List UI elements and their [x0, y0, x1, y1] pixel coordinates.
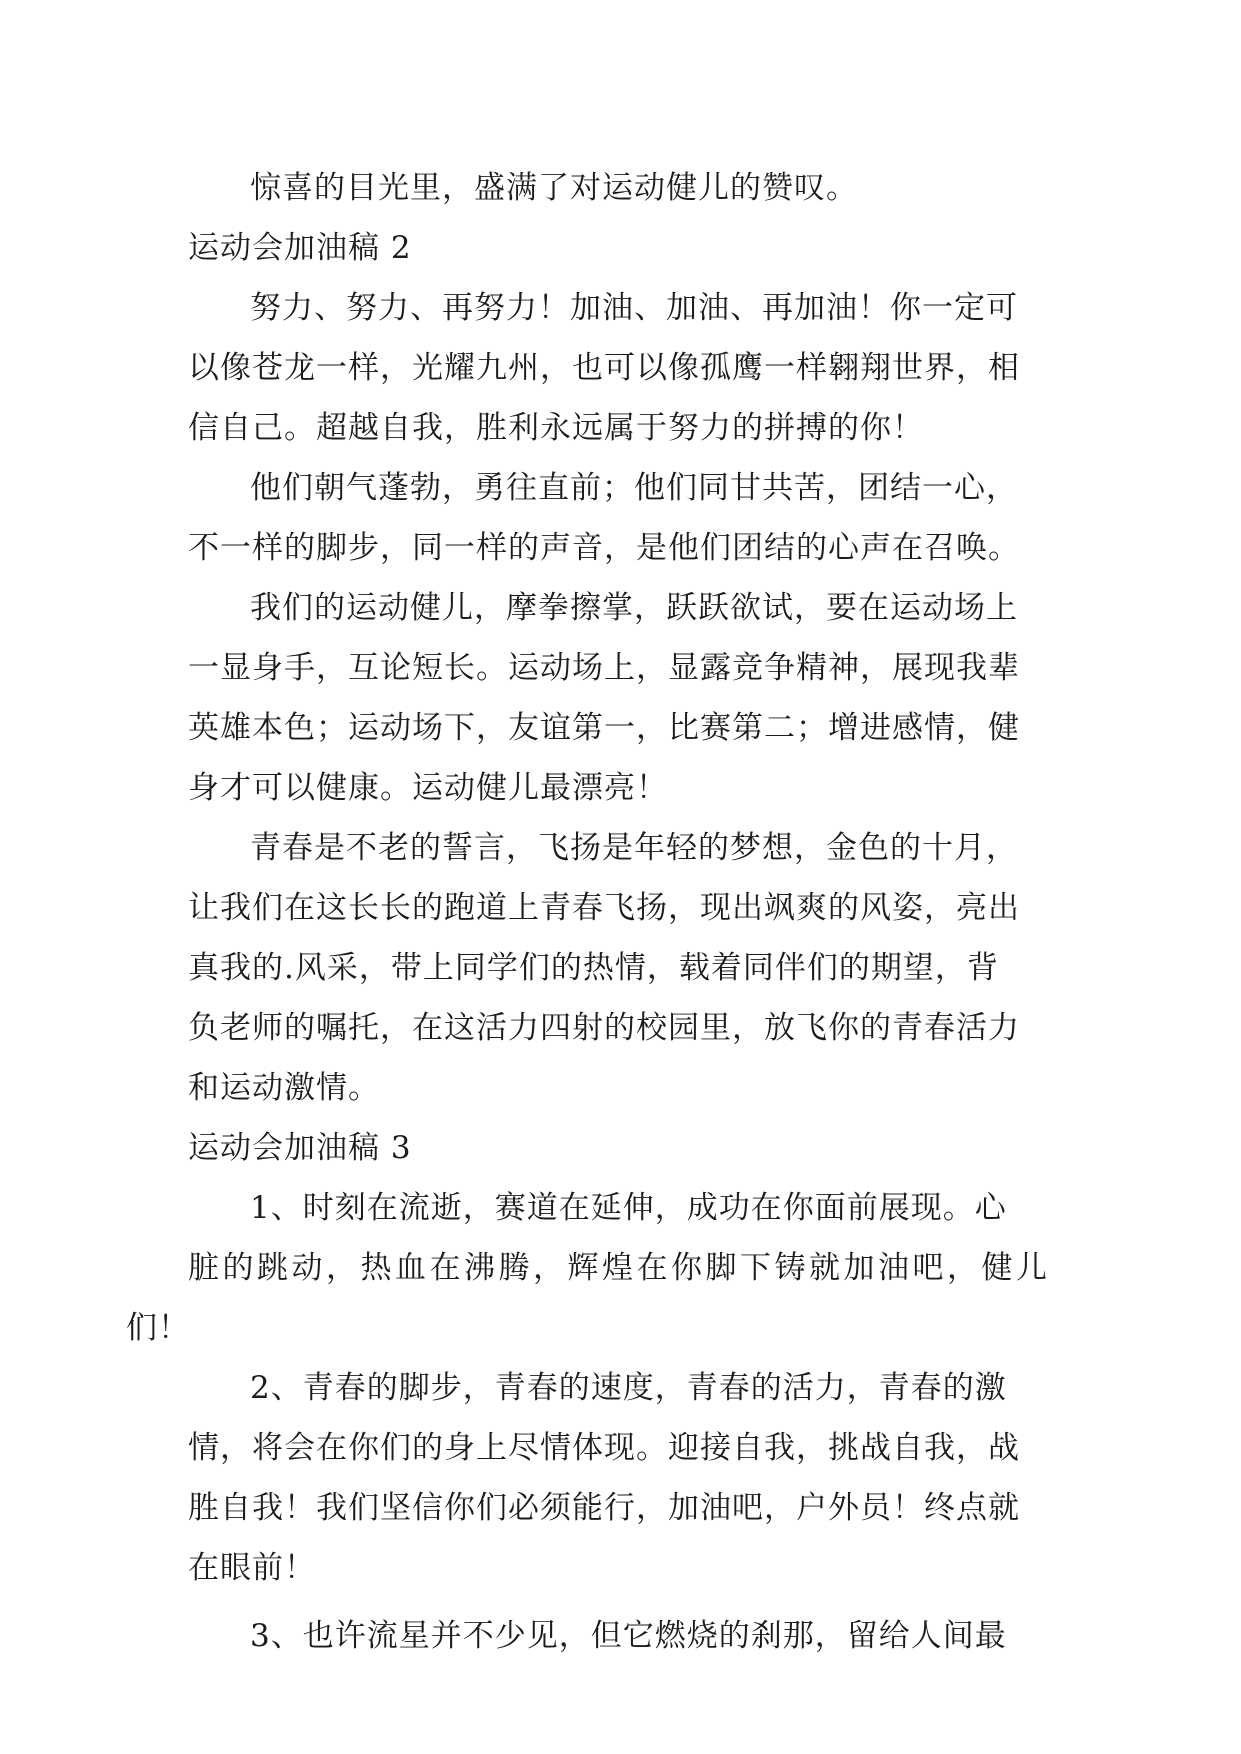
paragraph-5 [188, 818, 1048, 1118]
text-line: 在眼前！ [188, 1550, 316, 1586]
paragraph-1 [188, 158, 1048, 218]
text-line: 3、也许流星并不少见，但它燃烧的刹那，留给人间最 [250, 1618, 1007, 1654]
paragraph-3 [188, 458, 1048, 578]
text-line: 脏的跳动，热血在沸腾，辉煌在你脚下铸就加油吧，健儿们！ [126, 1250, 1048, 1346]
text-line: 信自己。超越自我，胜利永远属于努力的拼搏的你！ [188, 410, 924, 446]
text-line: 身才可以健康。运动健儿最漂亮！ [188, 770, 668, 806]
text-line: 我们的运动健儿，摩拳擦掌，跃跃欲试，要在运动场上 [250, 590, 1018, 626]
text-line: 以像苍龙一样，光耀九州，也可以像孤鹰一样翱翔世界，相 [188, 350, 1020, 386]
paragraph-7 [188, 1358, 1048, 1598]
text-line: 青春是不老的誓言，飞扬是年轻的梦想，金色的十月， [250, 830, 1018, 866]
document-body [126, 158, 1048, 1666]
text-line: 一显身手，互论短长。运动场上，显露竞争精神，展现我辈 [188, 650, 1020, 686]
text-line: 让我们在这长长的跑道上青春飞扬，现出飒爽的风姿，亮出 [188, 890, 1020, 926]
text-line: 真我的.风采，带上同学们的热情，载着同伴们的期望，背 [188, 950, 999, 986]
text-line: 胜自我！我们坚信你们必须能行，加油吧，户外员！终点就 [188, 1490, 1020, 1526]
text-line: 不一样的脚步，同一样的声音，是他们团结的心声在召唤。 [188, 530, 1020, 566]
text-line: 他们朝气蓬勃，勇往直前；他们同甘共苦，团结一心， [250, 470, 1018, 506]
text-line: 英雄本色；运动场下，友谊第一，比赛第二；增进感情，健 [188, 710, 1020, 746]
section-heading-3: 运动会加油稿 3 [188, 1130, 412, 1166]
text-line: 努力、努力、再努力！加油、加油、再加油！你一定可 [250, 290, 1018, 326]
text-line: 惊喜的目光里，盛满了对运动健儿的赞叹。 [250, 170, 858, 206]
paragraph-4 [188, 578, 1048, 818]
text-line: 情，将会在你们的身上尽情体现。迎接自我，挑战自我，战 [188, 1430, 1020, 1466]
paragraph-6 [126, 1178, 1048, 1358]
text-line: 负老师的嘱托，在这活力四射的校园里，放飞你的青春活力 [188, 1010, 1020, 1046]
text-line: 和运动激情。 [188, 1070, 380, 1106]
text-line: 1、时刻在流逝，赛道在延伸，成功在你面前展现。心 [250, 1190, 1007, 1226]
text-line: 2、青春的脚步，青春的速度，青春的活力，青春的激 [250, 1370, 1007, 1406]
paragraph-2 [188, 278, 1048, 458]
section-heading-2: 运动会加油稿 2 [188, 230, 412, 266]
paragraph-8 [188, 1606, 1048, 1666]
